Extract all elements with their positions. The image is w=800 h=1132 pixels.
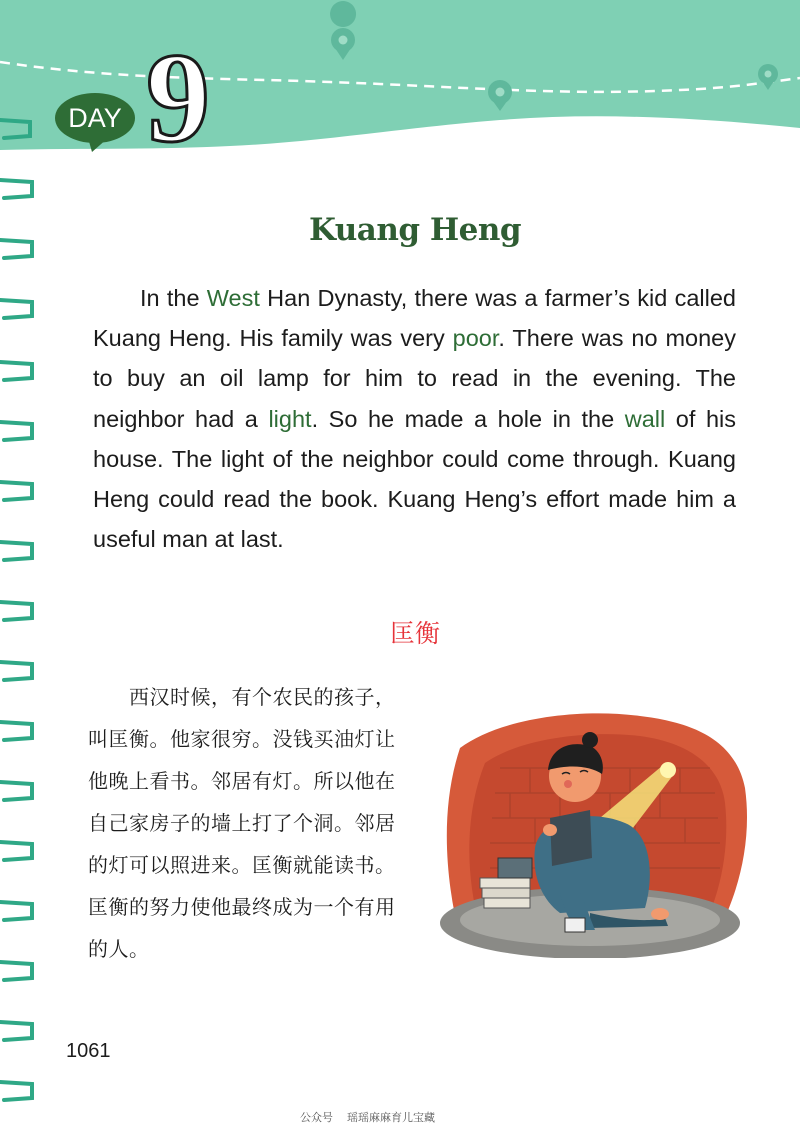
highlighted-word: poor — [452, 325, 499, 352]
watermark — [300, 1109, 600, 1125]
day-number: 9 — [146, 27, 210, 169]
story-line-zh: 的人。 — [88, 937, 150, 961]
highlighted-word: West — [206, 285, 260, 311]
story-line-zh: 西汉时候，有个农民的孩子， — [88, 685, 396, 709]
story-title-en: Kuang Heng — [308, 212, 522, 248]
header-band — [0, 0, 800, 170]
story-line-zh: 叫匡衡。他家很穷。没钱买油灯让 — [88, 727, 396, 751]
highlighted-word: wall — [624, 405, 666, 432]
page-number: 1061 — [66, 1040, 111, 1062]
watermark-text: 瑶瑶麻麻育儿宝藏 — [347, 1111, 435, 1124]
story-paragraph-en — [93, 278, 736, 559]
story-line-zh: 自己家房子的墙上打了个洞。邻居 — [88, 811, 396, 835]
story-line-zh: 匡衡的努力使他最终成为一个有用 — [88, 895, 396, 919]
spiral-binding — [0, 100, 40, 1132]
story-text: . So he made a hole in the — [311, 405, 625, 432]
story-text: . There was no money to buy an oil lamp for him to read in the evening. The neighbor had a — [93, 325, 736, 432]
day-label: DAY — [68, 102, 122, 133]
story-title-zh: 匡衡 — [389, 619, 440, 648]
story-text: In the — [140, 285, 207, 311]
story-line-zh: 他晚上看书。邻居有灯。所以他在 — [88, 769, 396, 793]
story-text: Han Dynasty, there was a farmer’s kid called Kuang Heng. His family was very — [93, 285, 736, 352]
boy-reading-by-wall-light-illustration — [440, 708, 750, 958]
story-line-zh: 的灯可以照进来。匡衡就能读书。 — [88, 853, 396, 877]
story-text: of his house. The light of the neighbor could come through. Kuang Heng could read the book. Kuang Heng’s effort made him a useful man at last. — [93, 405, 736, 553]
highlighted-word: light — [268, 405, 312, 432]
watermark-text: 公众号 — [300, 1111, 333, 1124]
story-paragraph-zh — [88, 676, 428, 970]
